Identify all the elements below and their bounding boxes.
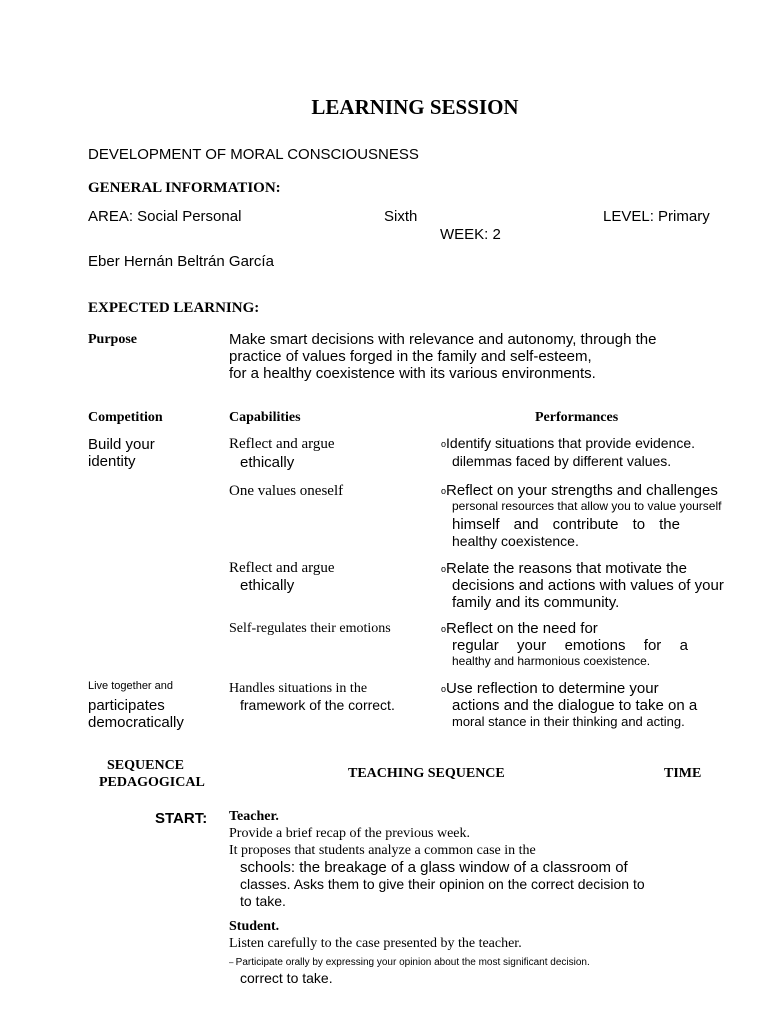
sequence-header: SEQUENCE — [107, 758, 185, 773]
capability-text: ethically — [240, 577, 295, 594]
level-field: LEVEL: Primary — [603, 208, 710, 225]
performance-item: oIdentify situations that provide evidence. — [441, 435, 696, 451]
competition-label: identity — [88, 453, 136, 470]
capability-text: Reflect and argue — [229, 560, 335, 576]
teacher-activity-text: Provide a brief recap of the previous week. — [229, 826, 471, 841]
dash-bullet-icon: – — [229, 958, 236, 967]
area-field: AREA: Social Personal — [88, 208, 242, 225]
teacher-activity-text: classes. Asks them to give their opinion on the correct decision to — [240, 876, 645, 892]
competition-header: Competition — [88, 410, 163, 425]
capability-text: One values oneself — [229, 483, 344, 499]
bullet-icon: o — [441, 486, 447, 496]
teacher-activity-text: schools: the breakage of a glass window of a classroom of — [240, 859, 628, 876]
capability-text: Reflect and argue — [229, 436, 335, 452]
performance-text: moral stance in their thinking and acting. — [452, 714, 685, 729]
teaching-sequence-header: TEACHING SEQUENCE — [348, 766, 505, 781]
student-activity-text: Listen carefully to the case presented by the teacher. — [229, 936, 522, 951]
performance-text: himself and contribute to the — [452, 516, 680, 533]
teacher-activity-text: It proposes that students analyze a common case in the — [229, 843, 536, 858]
bullet-icon: o — [441, 624, 447, 634]
competition-label: Build your — [88, 436, 155, 453]
bullet-icon: o — [441, 684, 447, 694]
capabilities-header: Capabilities — [229, 410, 301, 425]
competition-label: Live together and — [88, 680, 174, 692]
capability-text: framework of the correct. — [240, 697, 395, 713]
bullet-icon: o — [441, 439, 447, 449]
session-subtitle: DEVELOPMENT OF MORAL CONSCIOUSNESS — [88, 146, 419, 163]
purpose-text: for a healthy coexistence with its various environments. — [229, 365, 596, 382]
performance-item: oReflect on the need for — [441, 620, 598, 637]
performance-text: family and its community. — [452, 594, 620, 611]
performance-text: dilemmas faced by different values. — [452, 453, 672, 469]
week-field: WEEK: 2 — [440, 226, 501, 243]
start-label: START: — [155, 810, 208, 827]
grade-field: Sixth — [384, 208, 418, 225]
competition-label: democratically — [88, 714, 184, 731]
teacher-activity-text: to take. — [240, 893, 286, 909]
capability-text: Handles situations in the — [229, 681, 368, 696]
competition-label: participates — [88, 697, 165, 714]
performance-item: oReflect on your strengths and challenges — [441, 482, 718, 499]
student-label: Student. — [229, 919, 280, 934]
student-activity-text: correct to take. — [240, 970, 333, 986]
performance-item: oRelate the reasons that motivate the — [441, 560, 687, 577]
performance-text: healthy and harmonious coexistence. — [452, 654, 651, 668]
performance-text: regular your emotions for a — [452, 637, 688, 654]
purpose-label: Purpose — [88, 332, 137, 347]
bullet-icon: o — [441, 564, 447, 574]
teacher-name: Eber Hernán Beltrán García — [88, 253, 274, 270]
purpose-text: practice of values forged in the family and self-esteem, — [229, 348, 592, 365]
performance-item: oUse reflection to determine your — [441, 680, 659, 697]
general-information-heading: GENERAL INFORMATION: — [88, 180, 281, 196]
expected-learning-heading: EXPECTED LEARNING: — [88, 300, 260, 316]
student-activity-item: – Participate orally by expressing your opinion about the most significant decision. — [229, 957, 590, 968]
teacher-label: Teacher. — [229, 809, 279, 824]
capability-text: Self-regulates their emotions — [229, 621, 391, 636]
time-header: TIME — [664, 766, 702, 781]
purpose-text: Make smart decisions with relevance and autonomy, through the — [229, 331, 657, 348]
performance-text: personal resources that allow you to value yourself — [452, 499, 722, 513]
performance-text: decisions and actions with values of your — [452, 577, 724, 594]
page-title: LEARNING SESSION — [311, 95, 519, 119]
performance-text: healthy coexistence. — [452, 533, 579, 549]
capability-text: ethically — [240, 454, 295, 471]
performance-text: actions and the dialogue to take on a — [452, 697, 698, 714]
sequence-header: PEDAGOGICAL — [99, 775, 205, 790]
performances-header: Performances — [535, 410, 619, 425]
